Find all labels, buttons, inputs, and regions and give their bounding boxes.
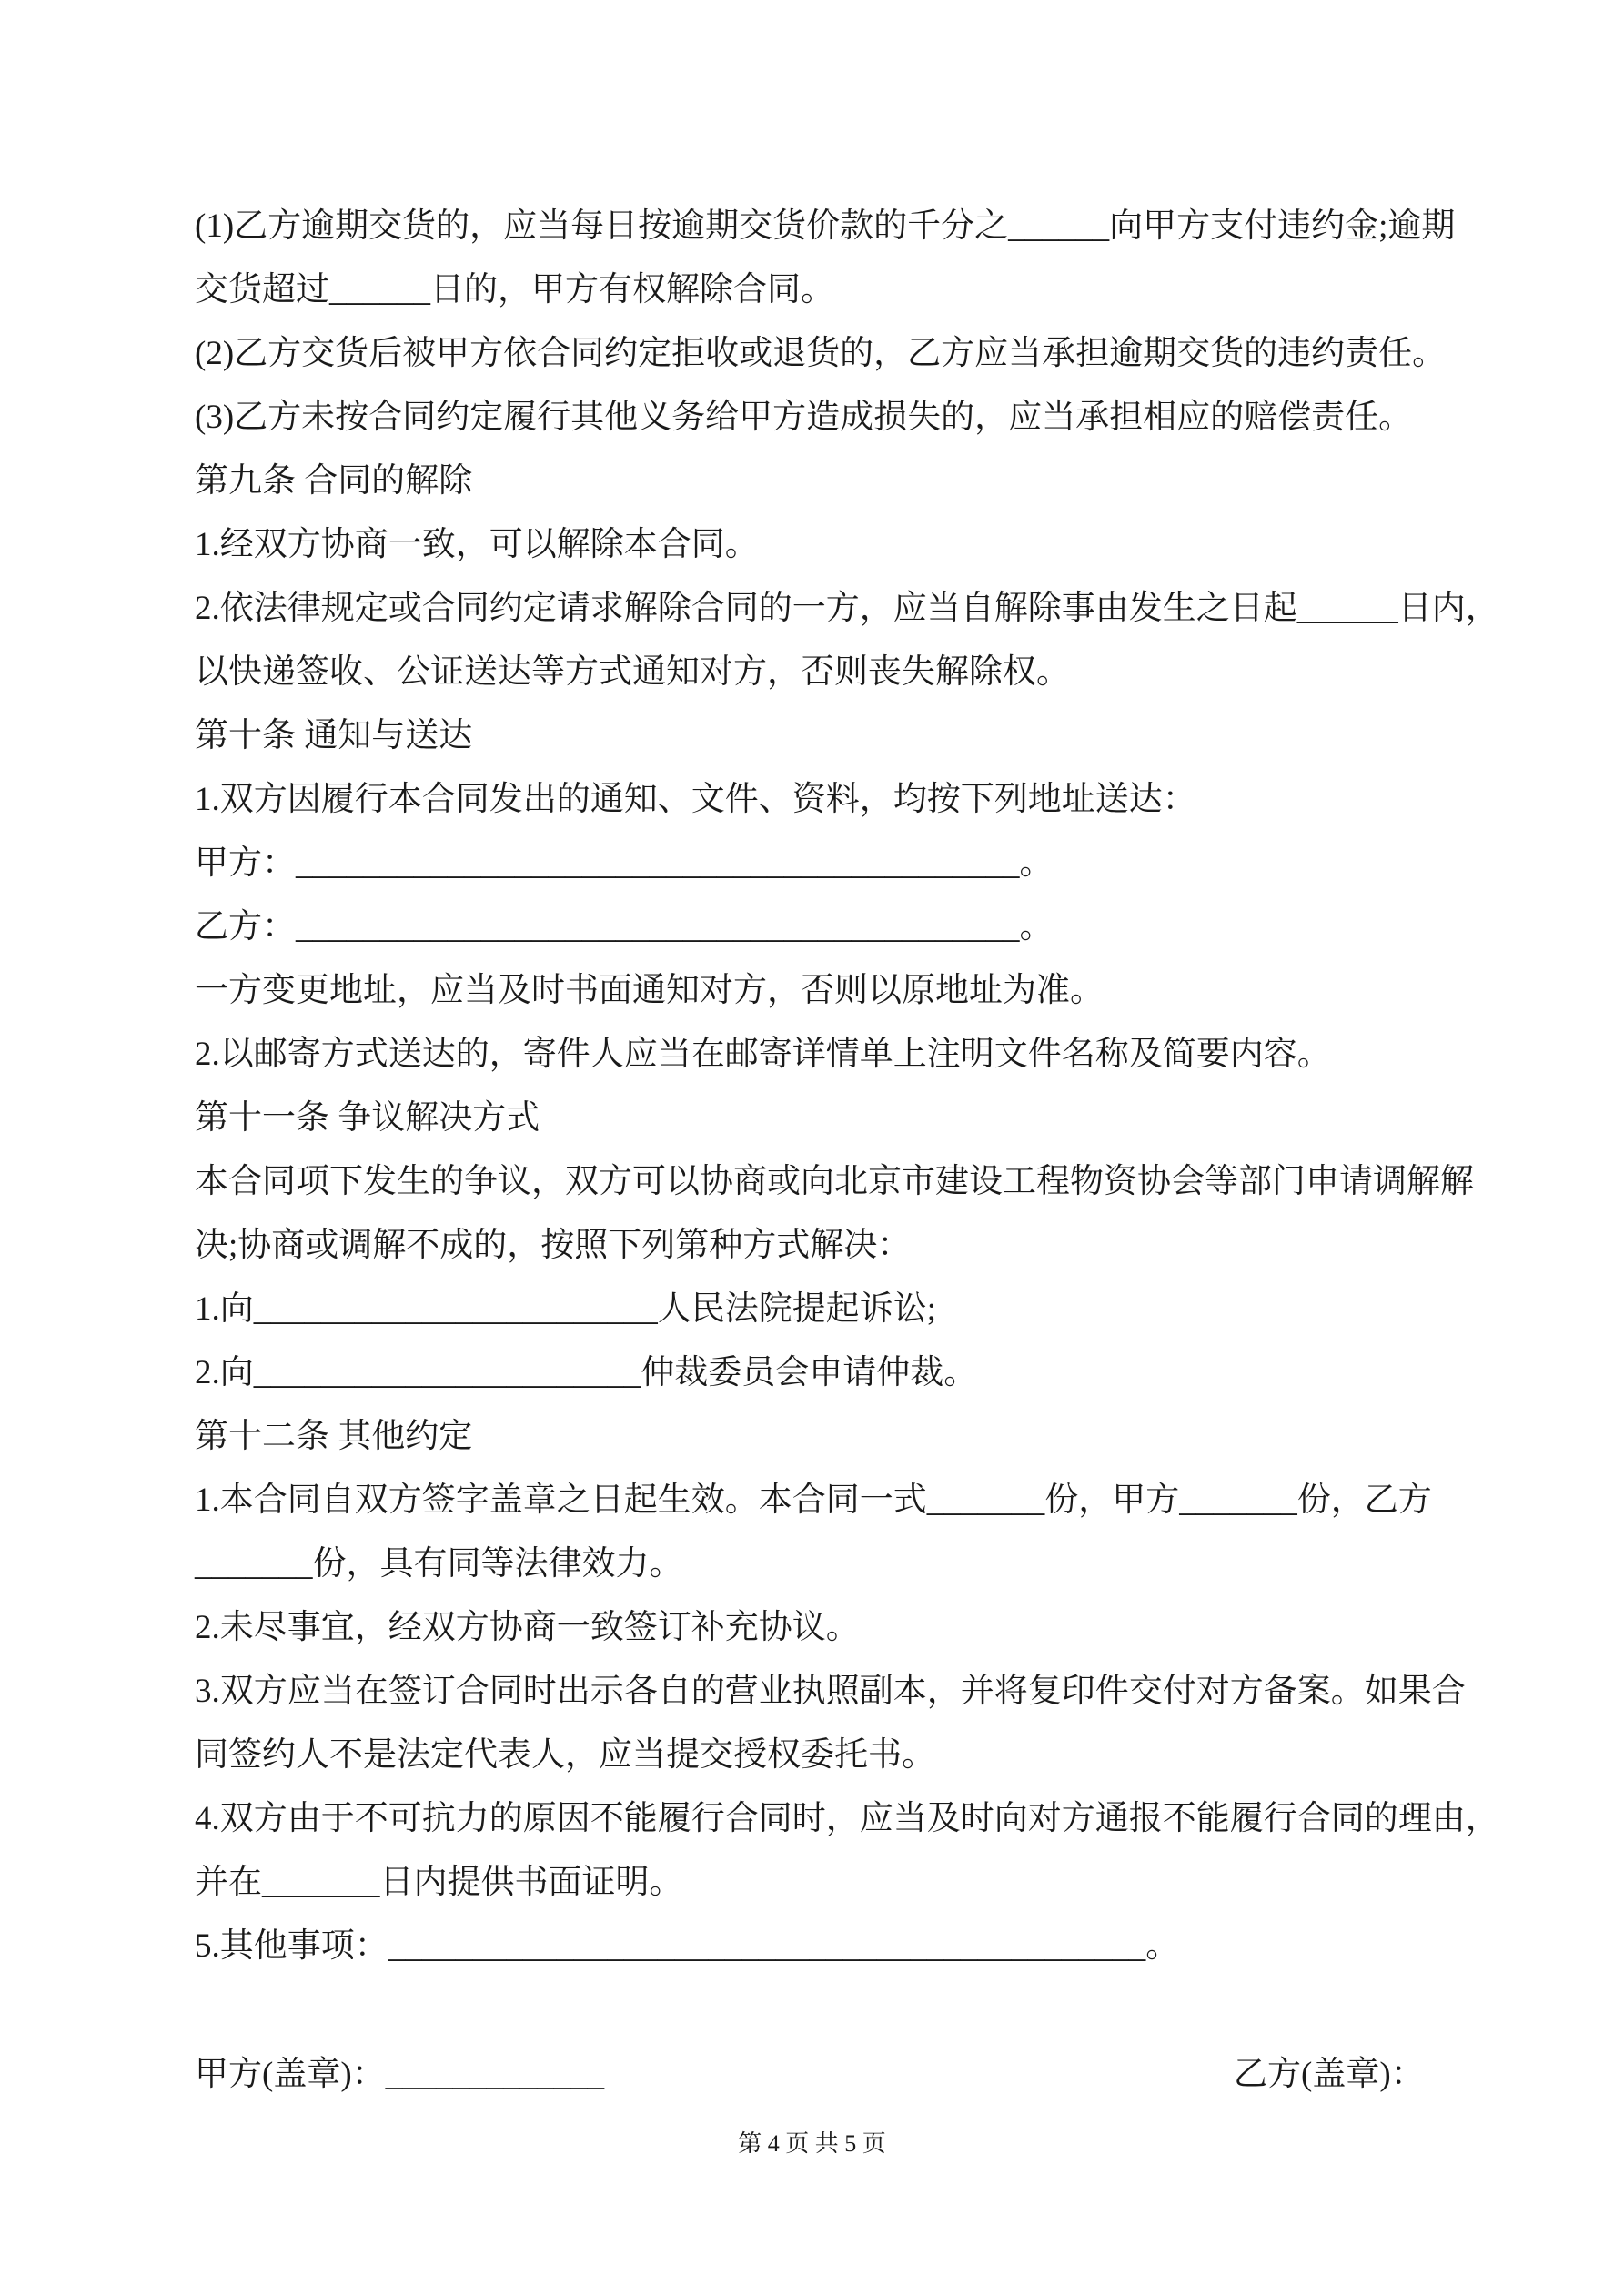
late-delivery-penalty-line-2: 交货超过______日的，甲方有权解除合同。 <box>195 271 834 308</box>
contract-body <box>195 195 1559 1978</box>
clause-12-item-1-line-2: _______份，具有同等法律效力。 <box>195 1545 683 1583</box>
arbitration-option-field: 2.向_______________________仲裁委员会申请仲裁。 <box>195 1354 978 1391</box>
rejected-goods-liability-line: (2)乙方交货后被甲方依合同约定拒收或退货的，乙方应当承担逾期交货的违约责任。 <box>195 335 1447 372</box>
clause-12-item-4-line-1: 4.双方由于不可抗力的原因不能履行合同时，应当及时向对方通报不能履行合同的理由， <box>195 1800 1499 1837</box>
other-obligation-liability-line: (3)乙方未按合同约定履行其他义务给甲方造成损失的，应当承担相应的赔偿责任。 <box>195 399 1413 436</box>
page-number: 第 4 页 共 5 页 <box>738 2130 886 2157</box>
clause-9-heading: 第九条 合同的解除 <box>195 462 473 500</box>
clause-10-item-2: 2.以邮寄方式送达的，寄件人应当在邮寄详情单上注明文件名称及简要内容。 <box>195 1036 1331 1073</box>
dispute-intro-line-2: 决;协商或调解不成的，按照下列第种方式解决： <box>195 1227 912 1264</box>
clause-9-item-2-line-1: 2.依法律规定或合同约定请求解除合同的一方，应当自解除事由发生之日起______日内， <box>195 590 1499 627</box>
clause-12-item-2: 2.未尽事宜，经双方协商一致签订补充协议。 <box>195 1609 860 1646</box>
clause-9-item-1: 1.经双方协商一致，可以解除本合同。 <box>195 526 759 563</box>
clause-12-item-3-line-1: 3.双方应当在签订合同时出示各自的营业执照副本，并将复印件交付对方备案。如果合 <box>195 1673 1466 1710</box>
party-b-seal-field: 乙方(盖章)： <box>1234 2056 1425 2093</box>
signature-row <box>0 2043 1624 2107</box>
clause-9-item-2-line-2: 以快递签收、公证送达等方式通知对方，否则丧失解除权。 <box>195 653 1070 691</box>
party-a-address-field: 甲方：___________________________________________。 <box>195 845 1054 882</box>
late-delivery-penalty-line-1: (1)乙方逾期交货的，应当每日按逾期交货价款的千分之______向甲方支付违约金;逾期 <box>195 207 1456 245</box>
clause-10-heading: 第十条 通知与送达 <box>195 717 473 754</box>
clause-12-item-3-line-2: 同签约人不是法定代表人，应当提交授权委托书。 <box>195 1736 935 1774</box>
other-matters-field: 5.其他事项：_____________________________________________。 <box>195 1927 1180 1965</box>
clause-12-heading: 第十二条 其他约定 <box>195 1418 473 1455</box>
party-b-address-field: 乙方：___________________________________________。 <box>195 908 1054 946</box>
party-a-seal-field: 甲方(盖章)：_____________ <box>195 2056 605 2093</box>
clause-11-heading: 第十一条 争议解决方式 <box>195 1099 540 1137</box>
clause-12-item-4-line-2: 并在_______日内提供书面证明。 <box>195 1864 683 1901</box>
clause-10-item-1: 1.双方因履行本合同发出的通知、文件、资料，均按下列地址送达： <box>195 781 1196 818</box>
address-change-note: 一方变更地址，应当及时书面通知对方，否则以原地址为准。 <box>195 972 1104 1009</box>
court-option-field: 1.向________________________人民法院提起诉讼; <box>195 1290 937 1328</box>
dispute-intro-line-1: 本合同项下发生的争议，双方可以协商或向北京市建设工程物资协会等部门申请调解解 <box>195 1163 1474 1200</box>
clause-12-item-1-line-1: 1.本合同自双方签字盖章之日起生效。本合同一式_______份，甲方_______份，乙方 <box>195 1482 1432 1519</box>
